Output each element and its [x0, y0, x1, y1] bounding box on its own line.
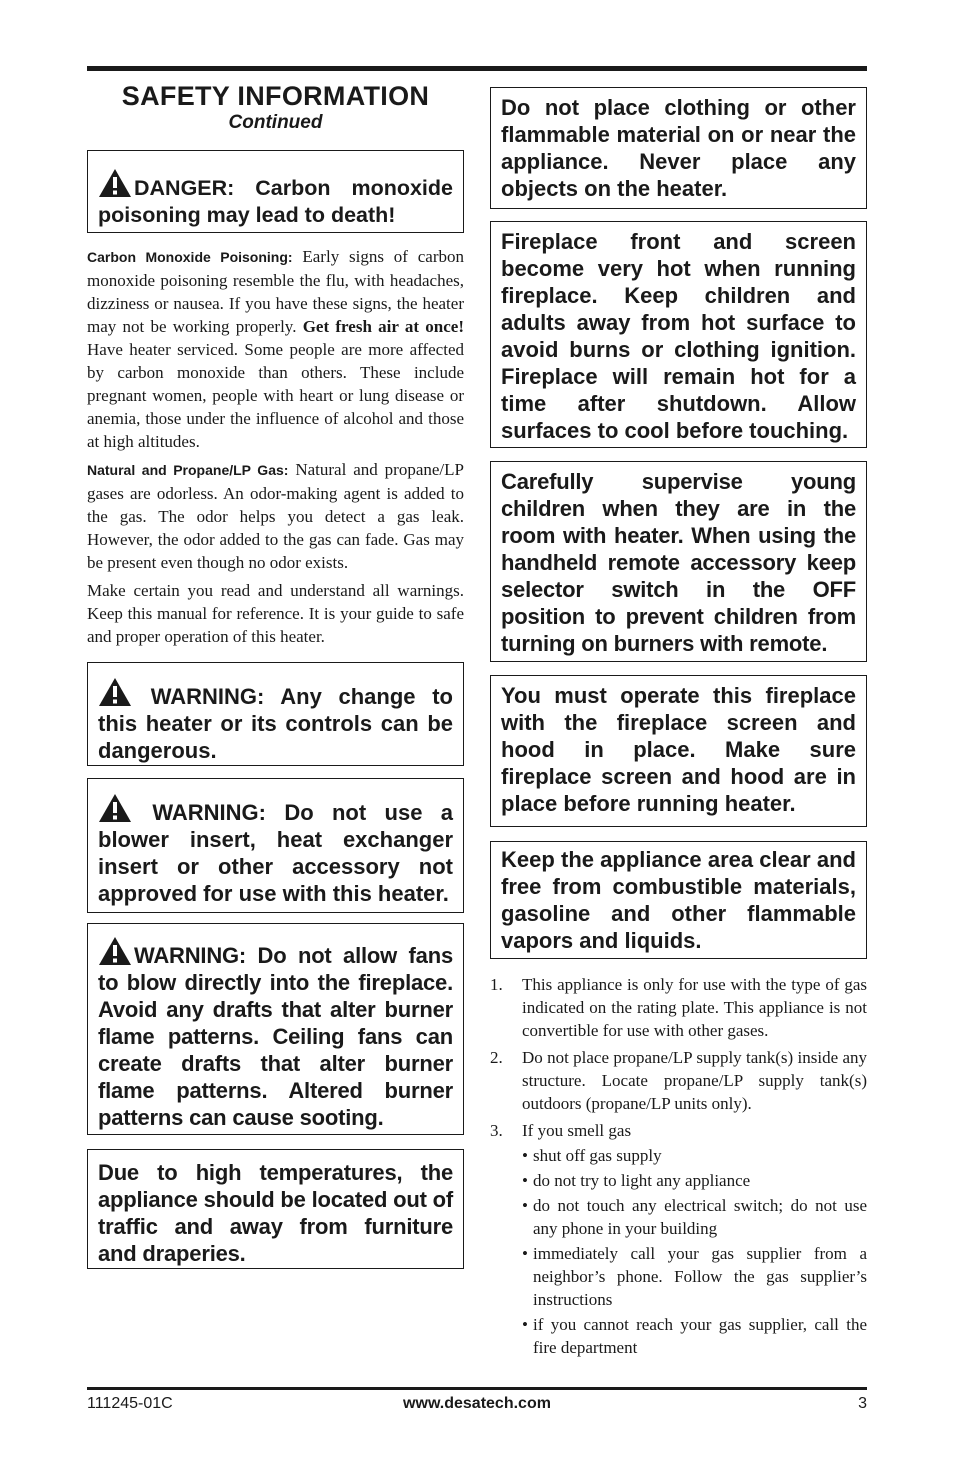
co-poisoning-lead: Carbon Monoxide Poisoning: [87, 249, 293, 265]
list-text: This appliance is only for use with the type of gas indicated on the rating plate. This appliance is not convertible for use with other gases. [522, 975, 867, 1040]
warning-triangle-icon [98, 677, 132, 707]
website-link[interactable]: www.desatech.com [403, 1395, 551, 1412]
list-item [490, 1119, 867, 1359]
page-number: 3 [858, 1395, 867, 1412]
manual-paragraph: Make certain you read and understand all warnings. Keep this manual for reference. It is your guide to safe and proper operation of this heater. [87, 581, 464, 646]
warning-text-controls: WARNING: Any change to this heater or its controls can be dangerous. [98, 684, 453, 763]
bullet-text: shut off gas supply [533, 1146, 662, 1165]
warning-triangle-icon [98, 793, 132, 823]
list-text: Do not place propane/LP supply tank(s) inside any structure. Locate propane/LP supply tank(s) outdoors (propane/LP units only). [522, 1048, 867, 1113]
warning-box-blower [87, 778, 464, 913]
bullet-mark: • [522, 1171, 528, 1190]
screen-hood-notice-box: You must operate this fireplace with the fireplace screen and hood in place. Make sure fireplace screen and hood are in place before running heater. [490, 675, 867, 827]
danger-box [87, 150, 464, 233]
gas-lead: Natural and Propane/LP Gas: [87, 462, 289, 478]
warning-triangle-icon [98, 168, 132, 198]
temperature-notice-box: Due to high temperatures, the appliance should be located out of traffic and away from furniture and draperies. [87, 1149, 464, 1269]
gas-paragraph [87, 458, 464, 574]
warning-triangle-icon [98, 936, 132, 966]
danger-label: DANGER: [134, 176, 235, 200]
danger-text: Carbon monoxide poisoning may lead to death! [98, 176, 453, 227]
instructions-list [490, 973, 867, 1359]
bullet-item [522, 1242, 867, 1311]
clothing-notice-box: Do not place clothing or other flammable material on or near the appliance. Never place any objects on the heater. [490, 87, 867, 209]
bullet-item [522, 1194, 867, 1240]
bullet-text: do not try to light any appliance [533, 1171, 751, 1190]
list-item [490, 973, 867, 1042]
list-number: 2. [490, 1048, 503, 1067]
bullet-item [522, 1169, 867, 1192]
bullet-item [522, 1144, 867, 1167]
list-number: 1. [490, 975, 503, 994]
bullet-item [522, 1313, 867, 1359]
document-code: 111245-01C [87, 1395, 173, 1412]
warning-box-controls [87, 662, 464, 766]
bullet-text: do not touch any electrical switch; do not use any phone in your building [533, 1196, 867, 1238]
supervise-children-notice-box: Carefully supervise young children when they are in the room with heater. When using the handheld remote accessory keep selector switch in the OFF position to prevent children from turning on burners with remote. [490, 461, 867, 662]
right-column [490, 87, 867, 1363]
warning-text-blower: WARNING: Do not use a blower insert, heat exchanger insert or other accessory not approved for use with this heater. [98, 800, 453, 906]
list-text: If you smell gas [522, 1121, 632, 1140]
bullet-text: immediately call your gas supplier from a neighbor’s phone. Follow the gas supplier’s instructions [533, 1244, 867, 1309]
co-poisoning-text-1: Early signs of carbon monoxide poisoning resemble the flu, with headaches, dizziness or nausea. If you have these signs, the heater may not be working properly. [87, 247, 464, 336]
appliance-area-notice-box: Keep the appliance area clear and free from combustible materials, gasoline and other flammable vapors and liquids. [490, 841, 867, 959]
co-poisoning-paragraph [87, 245, 464, 453]
bottom-rule [87, 1387, 867, 1390]
bullet-mark: • [522, 1146, 528, 1165]
bullet-mark: • [522, 1315, 528, 1334]
warning-text-fans: WARNING: Do not allow fans to blow directly into the fireplace. Avoid any drafts that alter burner flame patterns. Ceiling fans can create drafts that alter burner flame patterns. Altered burner patterns can cause sooting. [98, 943, 453, 1130]
bullet-mark: • [522, 1196, 528, 1215]
bullet-text: if you cannot reach your gas supplier, call the fire department [533, 1315, 867, 1357]
left-column [87, 80, 464, 1269]
co-poisoning-text-2: Have heater serviced. Some people are more affected by carbon monoxide than others. These include pregnant women, people with heart or lung disease or anemia, those under the influence of alcohol and those at high altitudes. [87, 340, 464, 451]
gas-text: Natural and propane/LP gases are odorless. An odor-making agent is added to the gas. The odor helps you detect a gas leak. However, the odor added to the gas can fade. Gas may be present even though no odor exists. [87, 460, 464, 572]
hot-surface-notice-box: Fireplace front and screen become very hot when running fireplace. Keep children and adults away from hot surface to avoid burns or clothing ignition. Fireplace will remain hot for a time after shutdown. Allow surfaces to cool before touching. [490, 221, 867, 448]
section-subtitle: Continued [228, 112, 323, 133]
warning-box-fans [87, 923, 464, 1135]
top-rule [87, 66, 867, 71]
section-title: SAFETY INFORMATION [121, 81, 430, 111]
list-number: 3. [490, 1121, 503, 1140]
list-item [490, 1046, 867, 1115]
co-poisoning-bold: Get fresh air at once! [302, 317, 464, 336]
gas-smell-bullets [522, 1144, 867, 1359]
bullet-mark: • [522, 1244, 528, 1263]
